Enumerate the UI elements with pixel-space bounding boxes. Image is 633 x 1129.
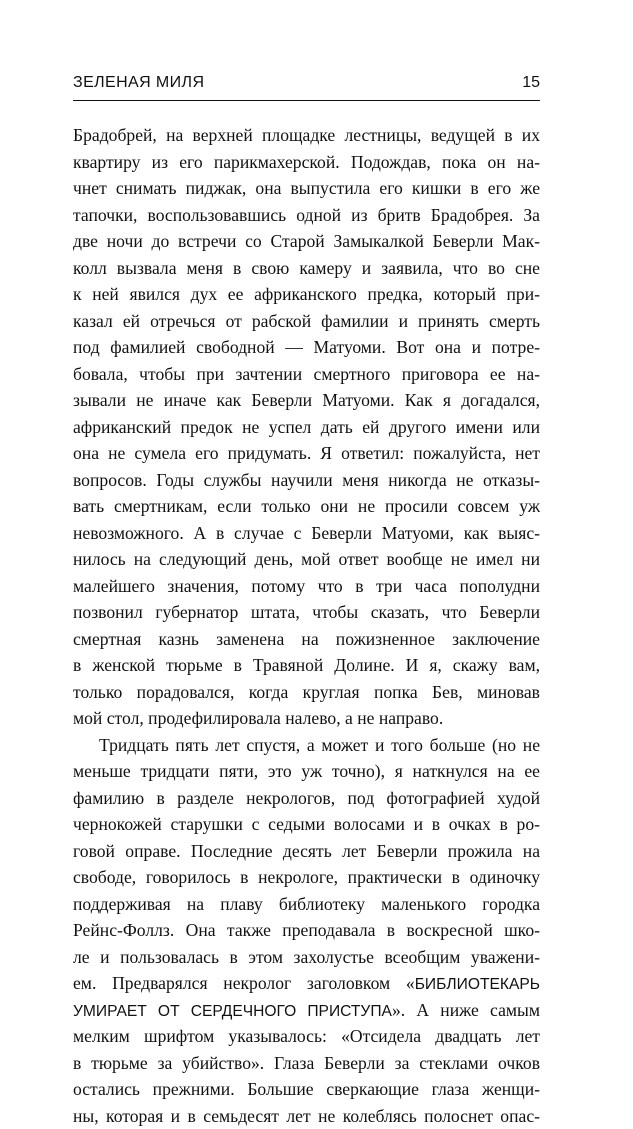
text-line: позвонил губернатор штата, чтобы сказать, что Беверли — [73, 599, 540, 626]
text-line: колл вызвала меня в свою камеру и заявила, что во сне — [73, 255, 540, 282]
text-line: под фамилией свободной — Матуоми. Вот она и потре- — [73, 334, 540, 361]
text-line: невозможного. А в случае с Беверли Матуоми, как выяс- — [73, 520, 540, 547]
text-line: Тридцать пять лет спустя, а может и того больше (но не — [73, 732, 540, 759]
text-line: малейшего значения, потому что в три часа пополудни — [73, 573, 540, 600]
text-line: меньше тридцати пяти, это уж точно), я наткнулся на ее — [73, 758, 540, 785]
text-line: африканский предок не успел дать ей другого имени или — [73, 414, 540, 441]
text-line: Брадобрей, на верхней площадке лестницы, ведущей в их — [73, 122, 540, 149]
paragraph-1 — [73, 122, 540, 732]
page-number: 15 — [522, 74, 540, 92]
text-line: казал ей отречься от рабской фамилии и принять смерть — [73, 308, 540, 335]
text-line: ны, которая и в семьдесят лет не колеблясь полоснет опас- — [73, 1103, 540, 1129]
text-line: только порадовался, когда круглая попка Бев, миновав — [73, 679, 540, 706]
text-line: поддерживая на плаву библиотеку маленького городка — [73, 891, 540, 918]
text-fragment: ем. Предварялся некролог заголовком « — [73, 973, 415, 993]
text-line: она не сумела его придумать. Я ответил: пожалуйста, нет — [73, 440, 540, 467]
text-line: мой стол, продефилировала налево, а не направо. — [73, 705, 540, 732]
text-line — [73, 970, 540, 997]
text-line: вопросов. Годы службы научили меня никогда не отказы- — [73, 467, 540, 494]
body-text — [73, 122, 540, 1129]
text-fragment: ». А ниже самым — [392, 1000, 540, 1020]
text-line: Рейнс-Фоллз. Она также преподавала в воскресной шко- — [73, 917, 540, 944]
paragraph-2 — [73, 732, 540, 1129]
text-line: чнет снимать пиджак, она выпустила его кишки в его же — [73, 175, 540, 202]
obituary-headline: БИБЛИОТЕКАРЬ — [415, 976, 540, 993]
text-line: тапочки, воспользовавшись одной из бритв Брадобрея. За — [73, 202, 540, 229]
text-line: остались прежними. Большие сверкающие глаза женщи- — [73, 1076, 540, 1103]
obituary-headline: УМИРАЕТ ОТ СЕРДЕЧНОГО ПРИСТУПА — [73, 1003, 392, 1020]
text-line: к ней явился дух ее африканского предка, который при- — [73, 281, 540, 308]
text-line: нилось на следующий день, мой ответ вообще не имел ни — [73, 546, 540, 573]
running-head — [73, 74, 540, 102]
text-line: зывали не иначе как Беверли Матуоми. Как я догадался, — [73, 387, 540, 414]
book-title: ЗЕЛЕНАЯ МИЛЯ — [73, 74, 204, 92]
text-line: две ночи до встречи со Старой Замыкалкой Беверли Мак- — [73, 228, 540, 255]
text-line: квартиру из его парикмахерской. Подождав, пока он на- — [73, 149, 540, 176]
text-line: мелким шрифтом указывалось: «Отсидела двадцать лет — [73, 1023, 540, 1050]
text-line: чернокожей старушки с седыми волосами и в очках в ро- — [73, 811, 540, 838]
text-line: свободе, говорилось в некрологе, практически в одиночку — [73, 864, 540, 891]
text-line: бовала, чтобы при зачтении смертного приговора ее на- — [73, 361, 540, 388]
text-line: говой оправе. Последние десять лет Беверли прожила на — [73, 838, 540, 865]
header-rule — [73, 100, 540, 101]
text-line: фамилию в разделе некрологов, под фотографией худой — [73, 785, 540, 812]
text-line: смертная казнь заменена на пожизненное заключение — [73, 626, 540, 653]
text-line — [73, 997, 540, 1024]
text-line: ле и пользовалась в этом захолустье всеобщим уважени- — [73, 944, 540, 971]
text-line: в женской тюрьме в Травяной Долине. И я, скажу вам, — [73, 652, 540, 679]
text-line: в тюрьме за убийство». Глаза Беверли за стеклами очков — [73, 1050, 540, 1077]
text-line: вать смертникам, если только они не просили совсем уж — [73, 493, 540, 520]
